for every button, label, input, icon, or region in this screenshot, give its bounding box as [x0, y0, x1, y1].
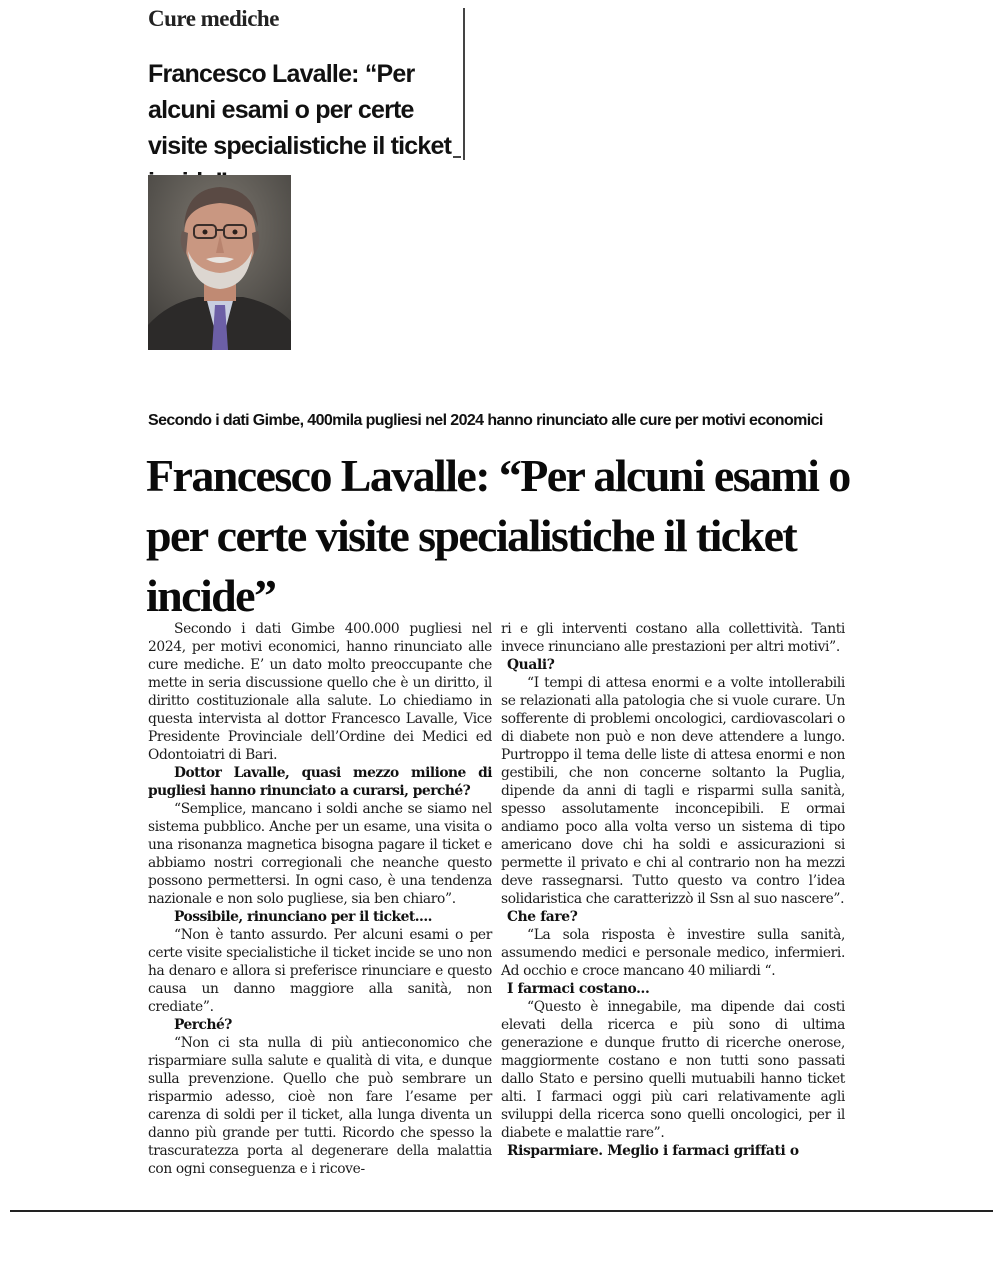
divider-tick — [453, 156, 461, 158]
article-body — [148, 620, 848, 1202]
column-divider-line — [463, 8, 465, 160]
question-5: Che fare? — [507, 909, 578, 925]
article-title-line-1: Francesco Lavalle: “Per alcuni esami o — [146, 450, 850, 501]
header-block — [148, 6, 468, 160]
answer-3: “Non ci sta nulla di più antieconomico che risparmiare sulla salute e qualità di vita, e dunque sulla prevenzione. Quello che può sembrare un risparmio adesso, cioè non fare l’esame per carenza di soldi per il ticket, alla lunga diventa un danno più grande per tutti. Ricordo che spesso la trascuratezza porta al degenerare della malattia con ogni conseguenza e i ricove- — [148, 1035, 492, 1177]
question-7: Risparmiare. Meglio i farmaci griffati o — [507, 1143, 799, 1159]
question-6: I farmaci costano... — [507, 981, 650, 997]
article-column-left — [148, 620, 492, 1178]
answer-6: “Questo è innegabile, ma dipende dai costi elevati della ricerca e più sono di ultima generazione e dunque frutto di ricerche onerose, maggiormente costano e non tutti sono passati dallo Stato e persino quelli mutuabili hanno ticket alti. I farmaci oggi più cari relativamente agli sviluppi della ricerca sono quelli oncologici, per il diabete e malattie rare”. — [501, 999, 845, 1141]
section-label: Cure mediche — [148, 6, 279, 31]
question-2: Possibile, rinunciano per il ticket.... — [174, 909, 432, 925]
article-column-right — [501, 620, 845, 1160]
question-4: Quali? — [507, 657, 555, 673]
portrait-photo — [148, 175, 291, 350]
portrait-illustration — [148, 175, 291, 350]
article-title — [146, 446, 866, 626]
intro-paragraph: Secondo i dati Gimbe 400.000 pugliesi nel 2024, per motivi economici, hanno rinunciato alle cure mediche. E’ un dato molto preoccupante che mette in seria discussione quello che è un diritto, il diritto costituzionale alla salute. Lo chiediamo in questa intervista al dottor Francesco Lavalle, Vice Presidente Provinciale dell’Ordine dei Medici ed Odontoiatri di Bari. — [148, 621, 492, 763]
question-1: Dottor Lavalle, quasi mezzo milione di pugliesi hanno rinunciato a curarsi, perché? — [148, 765, 492, 799]
article-title-line-2: per certe visite specialistiche il ticket incide” — [146, 510, 797, 621]
header-headline: Francesco Lavalle: “Per alcuni esami o per certe visite specialistiche il ticket — [148, 60, 452, 160]
answer-5: “La sola risposta è investire sulla sanità, assumendo medici e personale medico, infermieri. Ad occhio e croce mancano 40 miliardi “. — [501, 927, 845, 979]
question-3: Perché? — [174, 1017, 232, 1033]
bottom-rule — [10, 1210, 993, 1212]
article-kicker: Secondo i dati Gimbe, 400mila pugliesi nel 2024 hanno rinunciato alle cure per motivi economici — [148, 412, 823, 429]
answer-4: “I tempi di attesa enormi e a volte intollerabili se relazionati alla patologia che si vuole curare. Un sofferente di problemi oncologici, cardiovascolari o di diabete non può e non deve attendere a lungo. Purtroppo il tema delle liste di attesa enormi e non gestibili, che non concerne soltanto la Puglia, dipende da anni di tagli e risparmi sulla sanità, spesso assolutamente inconcepibili. E ormai andiamo poco alla volta verso un sistema di tipo americano dove chi ha soldi e assicurazioni si permette il privato e chi al contrario non ha mezzi deve rassegnarsi. Tutto questo va contro l’idea solidaristica che caratterizzò il Ssn al suo nascere”. — [501, 675, 845, 907]
answer-2: “Non è tanto assurdo. Per alcuni esami o per certe visite specialistiche il ticket incide se uno non ha denaro e allora si preferisce rinunciare e questo causa un danno maggiore alla sanità, non crediate”. — [148, 927, 492, 1015]
answer-1: “Semplice, mancano i soldi anche se siamo nel sistema pubblico. Anche per un esame, una visita o una risonanza magnetica bisogna pagare il ticket e abbiamo nostri corregionali che neanche questo possono permettersi. In ogni caso, è una tendenza nazionale e non solo pugliese, sia ben chiaro”. — [148, 801, 492, 907]
continued-paragraph: ri e gli interventi costano alla collettività. Tanti invece rinunciano alle prestazioni per altri motivi”. — [501, 621, 845, 655]
